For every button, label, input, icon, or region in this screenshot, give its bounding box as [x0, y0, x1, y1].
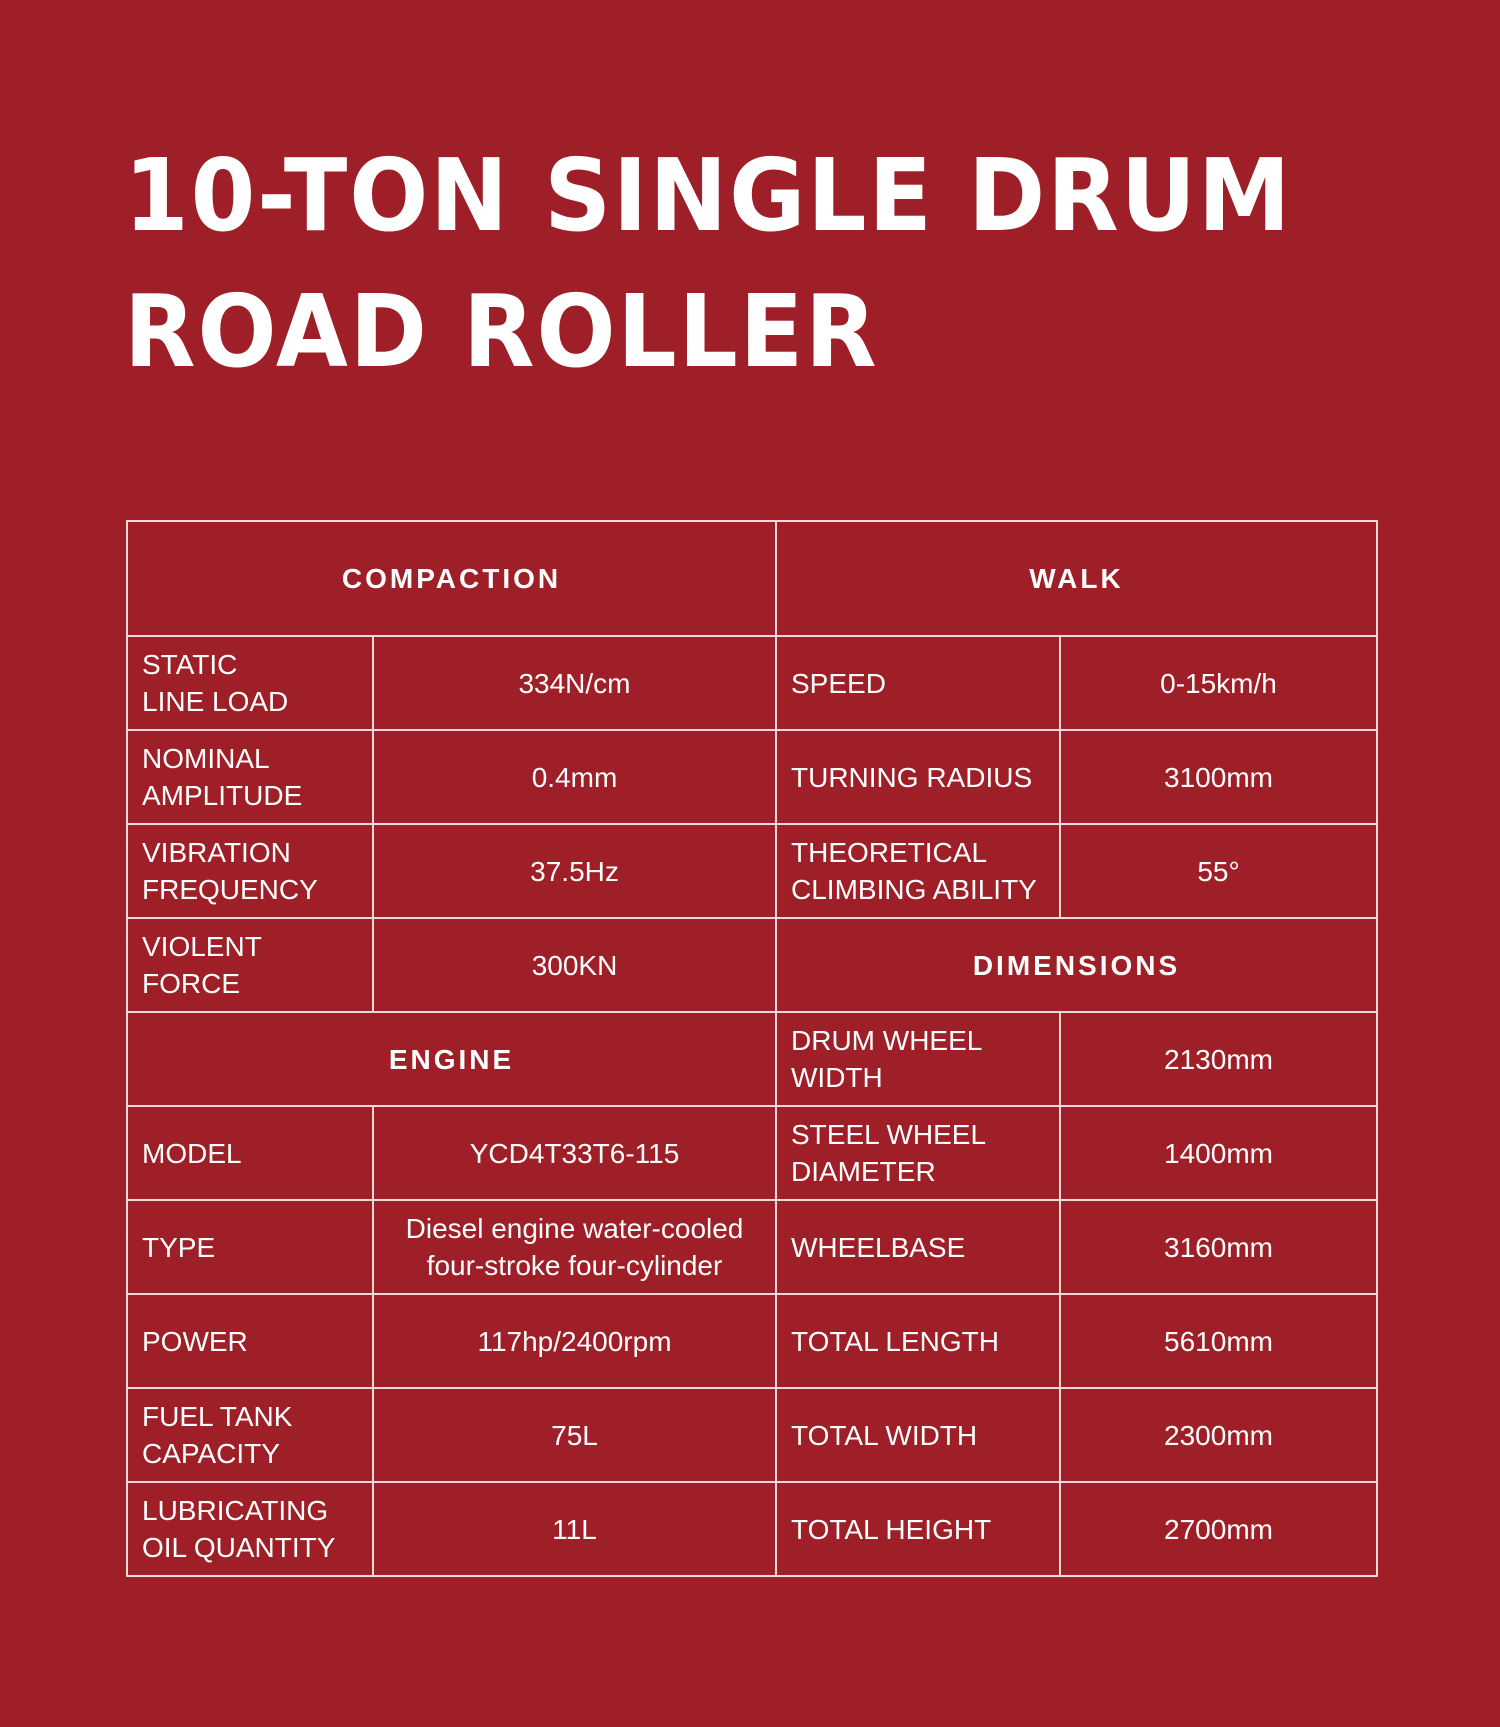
spec-label-wheelbase: WHEELBASE: [776, 1200, 1060, 1294]
spec-label-type: TYPE: [127, 1200, 373, 1294]
spec-value-power: 117hp/2400rpm: [373, 1294, 776, 1388]
spec-label-speed: SPEED: [776, 636, 1060, 730]
spec-value-fuel-tank-capacity: 75L: [373, 1388, 776, 1482]
section-header-walk: WALK: [776, 521, 1377, 636]
spec-label-total-height: TOTAL HEIGHT: [776, 1482, 1060, 1576]
spec-value-wheelbase: 3160mm: [1060, 1200, 1377, 1294]
spec-label-power: POWER: [127, 1294, 373, 1388]
spec-value-static-line-load: 334N/cm: [373, 636, 776, 730]
title-line-2: ROAD ROLLER: [124, 273, 879, 390]
spec-label-lubricating-oil-quantity: LUBRICATING OIL QUANTITY: [127, 1482, 373, 1576]
table-row: [127, 1200, 1377, 1294]
spec-value-steel-wheel-diameter: 1400mm: [1060, 1106, 1377, 1200]
spec-value-speed: 0-15km/h: [1060, 636, 1377, 730]
spec-label-drum-wheel-width: DRUM WHEEL WIDTH: [776, 1012, 1060, 1106]
table-row: [127, 730, 1377, 824]
spec-value-climbing-ability: 55°: [1060, 824, 1377, 918]
spec-label-fuel-tank-capacity: FUEL TANK CAPACITY: [127, 1388, 373, 1482]
spec-label-total-width: TOTAL WIDTH: [776, 1388, 1060, 1482]
spec-label-vibration-frequency: VIBRATION FREQUENCY: [127, 824, 373, 918]
section-header-compaction: COMPACTION: [127, 521, 776, 636]
table-row: [127, 918, 1377, 1012]
spec-value-nominal-amplitude: 0.4mm: [373, 730, 776, 824]
table-row: [127, 1294, 1377, 1388]
table-row: [127, 521, 1377, 636]
spec-label-model: MODEL: [127, 1106, 373, 1200]
spec-value-lubricating-oil-quantity: 11L: [373, 1482, 776, 1576]
spec-label-nominal-amplitude: NOMINAL AMPLITUDE: [127, 730, 373, 824]
spec-value-total-height: 2700mm: [1060, 1482, 1377, 1576]
spec-label-violent-force: VIOLENT FORCE: [127, 918, 373, 1012]
spec-label-static-line-load: STATIC LINE LOAD: [127, 636, 373, 730]
table-row: [127, 1388, 1377, 1482]
spec-value-total-length: 5610mm: [1060, 1294, 1377, 1388]
table-row: [127, 1482, 1377, 1576]
table-row: [127, 824, 1377, 918]
spec-value-model: YCD4T33T6-115: [373, 1106, 776, 1200]
spec-label-total-length: TOTAL LENGTH: [776, 1294, 1060, 1388]
spec-value-turning-radius: 3100mm: [1060, 730, 1377, 824]
section-header-dimensions: DIMENSIONS: [776, 918, 1377, 1012]
spec-label-turning-radius: TURNING RADIUS: [776, 730, 1060, 824]
spec-value-total-width: 2300mm: [1060, 1388, 1377, 1482]
specifications-table: [126, 520, 1378, 1577]
title-line-1: 10-TON SINGLE DRUM: [124, 137, 1293, 254]
spec-label-climbing-ability: THEORETICAL CLIMBING ABILITY: [776, 824, 1060, 918]
table-row: [127, 1012, 1377, 1106]
section-header-engine: ENGINE: [127, 1012, 776, 1106]
table-row: [127, 636, 1377, 730]
spec-value-violent-force: 300KN: [373, 918, 776, 1012]
spec-value-vibration-frequency: 37.5Hz: [373, 824, 776, 918]
table-row: [127, 1106, 1377, 1200]
page-title: [124, 128, 1292, 400]
spec-value-drum-wheel-width: 2130mm: [1060, 1012, 1377, 1106]
spec-value-type: Diesel engine water-cooled four-stroke four-cylinder: [373, 1200, 776, 1294]
spec-label-steel-wheel-diameter: STEEL WHEEL DIAMETER: [776, 1106, 1060, 1200]
